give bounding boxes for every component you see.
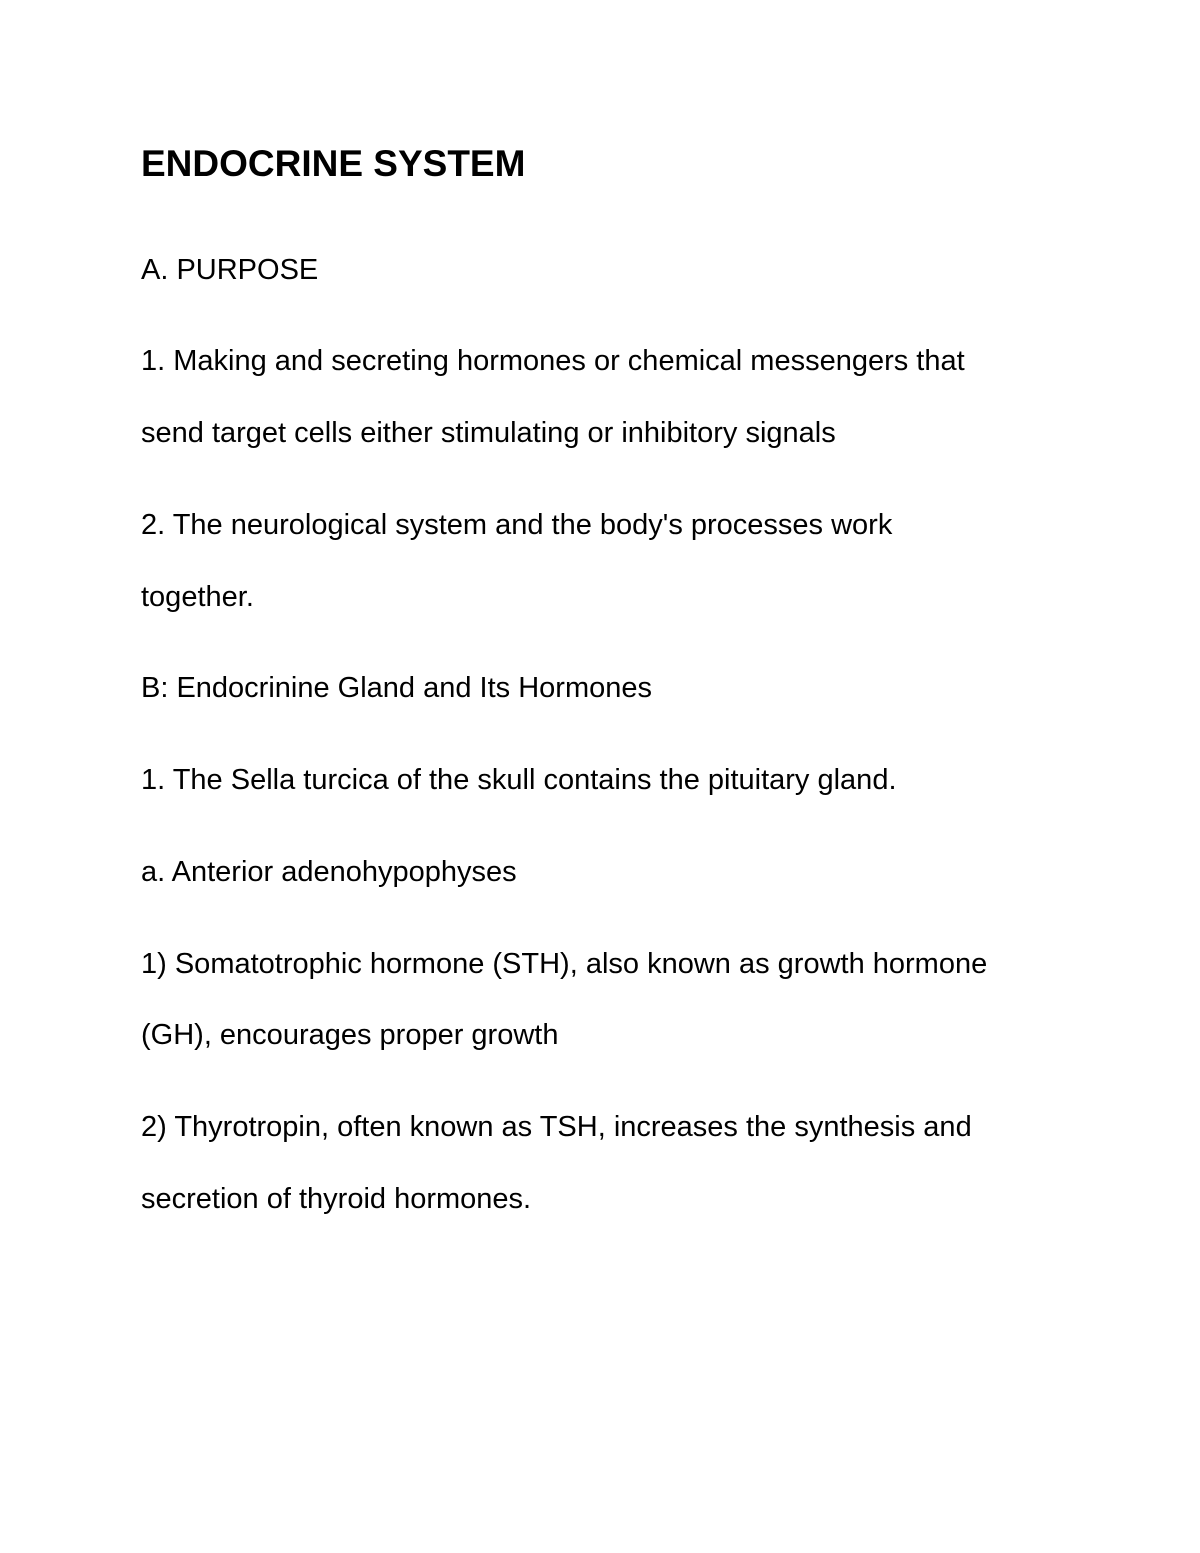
section-b-heading: B: Endocrinine Gland and Its Hormones [141, 672, 652, 704]
section-a-item-2-line-1: 2. The neurological system and the body's processes work [141, 509, 893, 541]
section-a-item-1-line-2: send target cells either stimulating or inhibitory signals [141, 417, 836, 449]
section-b-sub-1-line-1: 1) Somatotrophic hormone (STH), also known as growth hormone [141, 948, 988, 980]
document-title: ENDOCRINE SYSTEM [141, 143, 526, 184]
section-a-item-2-line-2: together. [141, 581, 254, 613]
section-b-sub-2-line-2: secretion of thyroid hormones. [141, 1183, 532, 1215]
section-a-heading: A. PURPOSE [141, 254, 319, 286]
section-a-item-1-line-1: 1. Making and secreting hormones or chemical messengers that [141, 345, 965, 377]
section-b-sub-a: a. Anterior adenohypophyses [141, 856, 517, 888]
section-b-sub-1-line-2: (GH), encourages proper growth [141, 1019, 559, 1051]
section-b-item-1: 1. The Sella turcica of the skull contains the pituitary gland. [141, 764, 897, 796]
section-b-sub-2-line-1: 2) Thyrotropin, often known as TSH, increases the synthesis and [141, 1111, 972, 1143]
